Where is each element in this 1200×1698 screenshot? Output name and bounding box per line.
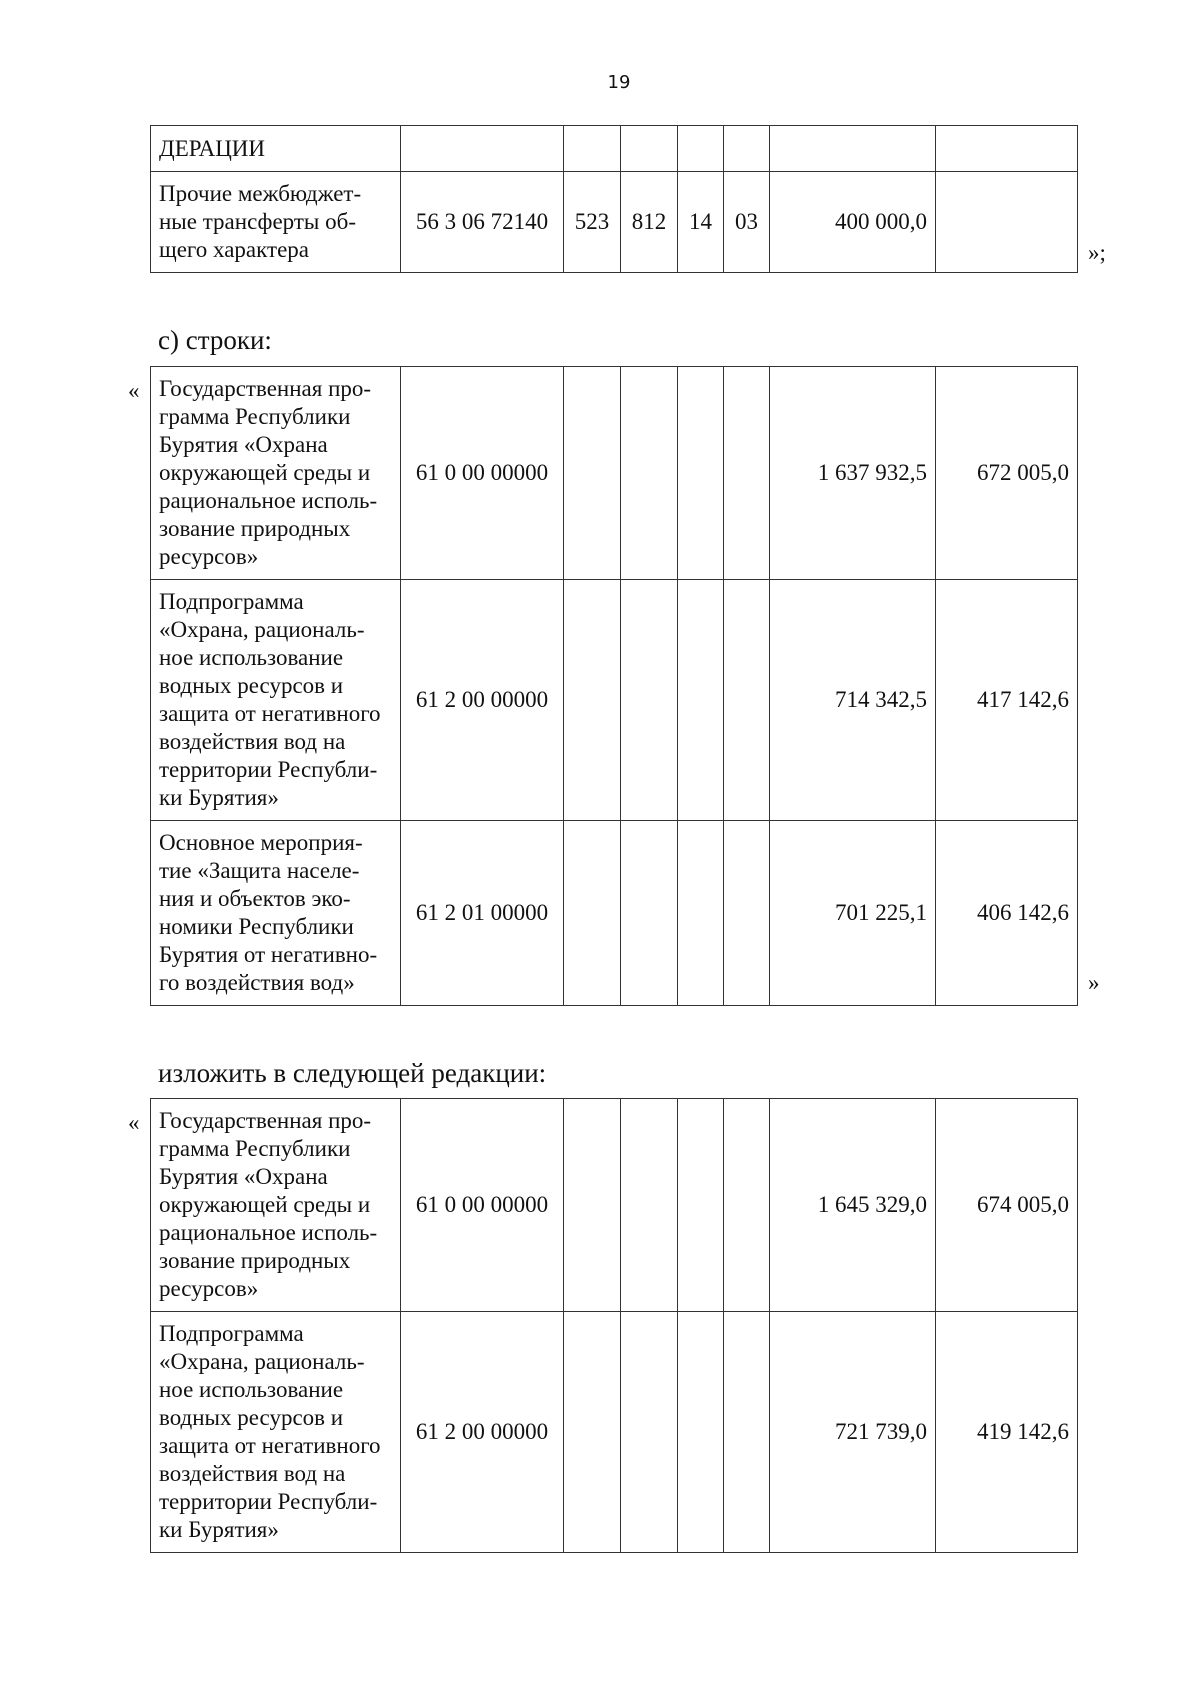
table-row [151,172,1078,273]
amount-second-year: 674 005,0 [936,1099,1078,1312]
row-name: Прочие межбюджет-ные трансферты об-щего характера [151,172,401,273]
section-code [678,1312,724,1553]
amount-first-year: 721 739,0 [770,1312,936,1553]
closing-quote: »; [1088,240,1106,265]
section-code [678,1099,724,1312]
target-article-code: 61 2 01 00000 [401,821,564,1006]
target-article-code: 56 3 06 72140 [401,172,564,273]
amount-second-year: 419 142,6 [936,1312,1078,1553]
budget-table-old-rows [150,366,1078,1006]
table-row [151,580,1078,821]
expense-type-code [564,367,621,580]
table-row [151,821,1078,1006]
amount-first-year: 701 225,1 [770,821,936,1006]
department-code [621,1312,678,1553]
row-name: ДЕРАЦИИ [151,126,401,172]
budget-table-new-rows [150,1098,1078,1553]
table-row [151,367,1078,580]
section-code [678,580,724,821]
new-edition-heading: изложить в следующей редакции: [158,1058,547,1088]
amount-first-year [770,126,936,172]
department-code [621,580,678,821]
amount-second-year: 672 005,0 [936,367,1078,580]
expense-type-code [564,580,621,821]
row-name: Основное мероприя-тие «Защита населе-ния и объектов эко-номики Республики Бурятия от негативно-го воздействия вод» [151,821,401,1006]
expense-type-code [564,1099,621,1312]
target-article-code: 61 2 00 00000 [401,580,564,821]
amount-first-year: 400 000,0 [770,172,936,273]
department-code [621,1099,678,1312]
table-row [151,1312,1078,1553]
amount-first-year: 714 342,5 [770,580,936,821]
page-number: 19 [607,72,631,93]
budget-table-continuation [150,125,1078,273]
row-name: Подпрограмма «Охрана, рациональ-ное использование водных ресурсов и защита от негативного воздействия вод на территории Республи-ки Бурятия» [151,1312,401,1553]
target-article-code: 61 0 00 00000 [401,1099,564,1312]
expense-type-code [564,126,621,172]
target-article-code: 61 2 00 00000 [401,1312,564,1553]
amount-first-year: 1 645 329,0 [770,1099,936,1312]
subsection-code: 03 [724,172,770,273]
closing-quote: » [1088,970,1100,995]
expense-type-code [564,1312,621,1553]
department-code [621,126,678,172]
table-row [151,126,1078,172]
subsection-code [724,367,770,580]
amount-second-year [936,126,1078,172]
section-code [678,367,724,580]
section-code [678,126,724,172]
department-code [621,367,678,580]
opening-quote: « [128,378,140,403]
section-code [678,821,724,1006]
expense-type-code [564,821,621,1006]
row-name: Государственная про-грамма Республики Бурятия «Охрана окружающей среды и рациональное исполь-зование природных ресурсов» [151,367,401,580]
subsection-code [724,126,770,172]
row-name: Государственная про-грамма Республики Бурятия «Охрана окружающей среды и рациональное исполь-зование природных ресурсов» [151,1099,401,1312]
subsection-code [724,1099,770,1312]
amount-first-year: 1 637 932,5 [770,367,936,580]
department-code: 812 [621,172,678,273]
department-code [621,821,678,1006]
amount-second-year: 417 142,6 [936,580,1078,821]
amount-second-year: 406 142,6 [936,821,1078,1006]
target-article-code [401,126,564,172]
section-c-heading: с) строки: [158,325,272,355]
amount-second-year [936,172,1078,273]
section-code: 14 [678,172,724,273]
row-name: Подпрограмма «Охрана, рациональ-ное использование водных ресурсов и защита от негативного воздействия вод на территории Республи-ки Бурятия» [151,580,401,821]
opening-quote: « [128,1110,140,1135]
subsection-code [724,580,770,821]
subsection-code [724,821,770,1006]
table-row [151,1099,1078,1312]
expense-type-code: 523 [564,172,621,273]
target-article-code: 61 0 00 00000 [401,367,564,580]
subsection-code [724,1312,770,1553]
